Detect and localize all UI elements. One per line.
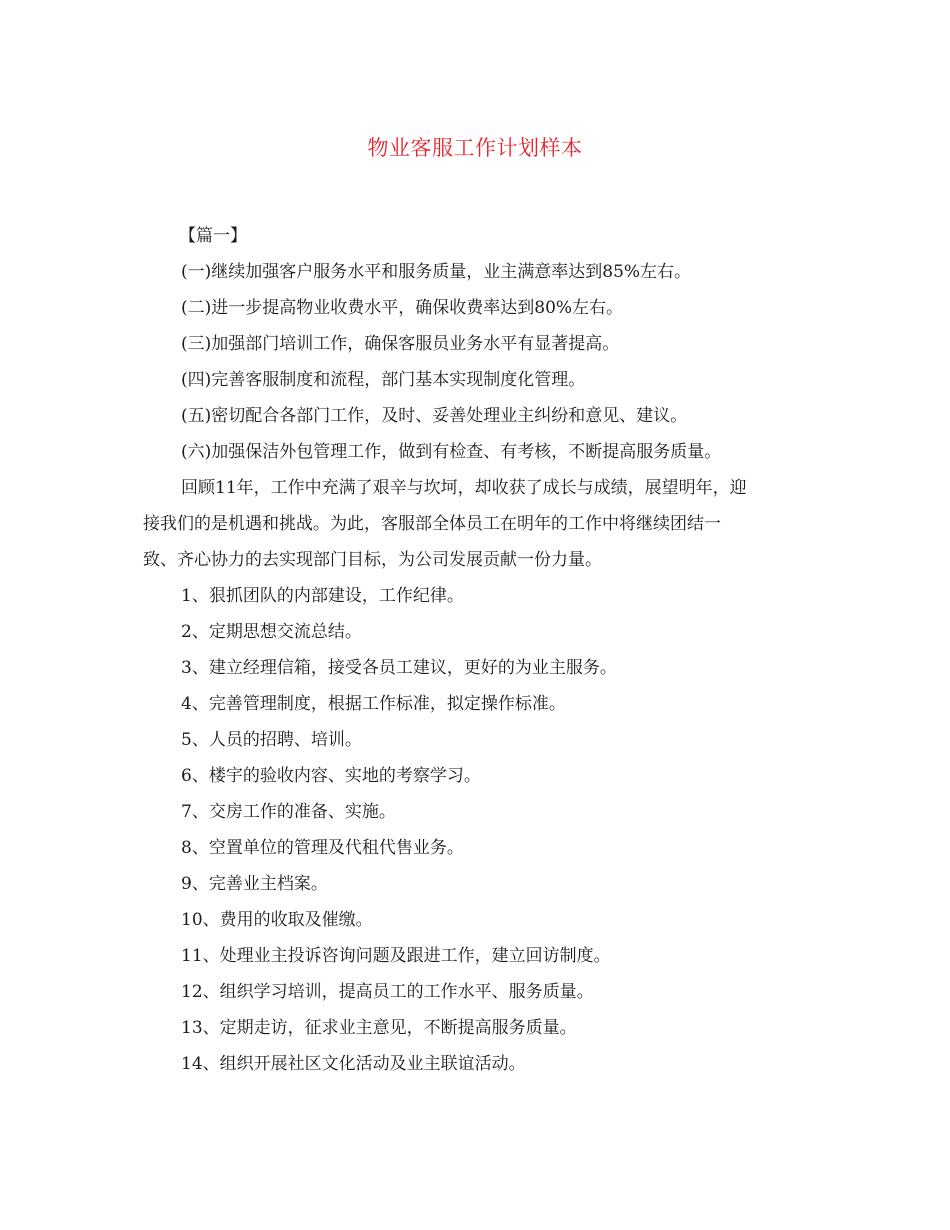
task-item: 7、交房工作的准备、实施。	[181, 802, 396, 822]
goal-item: (四)完善客服制度和流程，部门基本实现制度化管理。	[181, 370, 586, 390]
task-item: 4、完善管理制度，根据工作标准，拟定操作标准。	[181, 694, 566, 714]
tasks-list	[143, 578, 808, 1082]
task-item: 14、组织开展社区文化活动及业主联谊活动。	[181, 1054, 526, 1074]
task-item: 2、定期思想交流总结。	[181, 622, 362, 642]
goals-list	[143, 254, 808, 470]
task-item: 12、组织学习培训，提高员工的工作水平、服务质量。	[181, 982, 594, 1002]
task-item: 5、人员的招聘、培训。	[181, 730, 362, 750]
task-item: 13、定期走访，征求业主意见，不断提高服务质量。	[181, 1018, 577, 1038]
document-body	[143, 218, 808, 1082]
goal-item: (五)密切配合各部门工作，及时、妥善处理业主纠纷和意见、建议。	[181, 406, 688, 426]
paragraph-line: 致、齐心协力的去实现部门目标，为公司发展贡献一份力量。	[143, 550, 602, 570]
task-item: 11、处理业主投诉咨询问题及跟进工作，建立回访制度。	[181, 946, 611, 966]
section-label: 【篇一】	[179, 226, 247, 246]
paragraph-line: 接我们的是机遇和挑战。为此，客服部全体员工在明年的工作中将继续团结一	[143, 514, 721, 534]
document-title: 物业客服工作计划样本	[367, 136, 583, 160]
task-item: 1、狠抓团队的内部建设，工作纪律。	[181, 586, 464, 606]
task-item: 6、楼宇的验收内容、实地的考察学习。	[181, 766, 481, 786]
goal-item: (一)继续加强客户服务水平和服务质量，业主满意率达到85%左右。	[181, 262, 692, 282]
goal-item: (二)进一步提高物业收费水平，确保收费率达到80%左右。	[181, 298, 624, 318]
task-item: 3、建立经理信箱，接受各员工建议，更好的为业主服务。	[181, 658, 617, 678]
goal-item: (三)加强部门培训工作，确保客服员业务水平有显著提高。	[181, 334, 620, 354]
paragraph-line: 回顾11年，工作中充满了艰辛与坎坷，却收获了成长与成绩，展望明年，迎	[181, 478, 747, 498]
task-item: 10、费用的收取及催缴。	[181, 910, 373, 930]
task-item: 9、完善业主档案。	[181, 874, 328, 894]
task-item: 8、空置单位的管理及代租代售业务。	[181, 838, 464, 858]
goal-item: (六)加强保洁外包管理工作，做到有检查、有考核，不断提高服务质量。	[181, 442, 722, 462]
review-paragraph	[143, 470, 808, 578]
